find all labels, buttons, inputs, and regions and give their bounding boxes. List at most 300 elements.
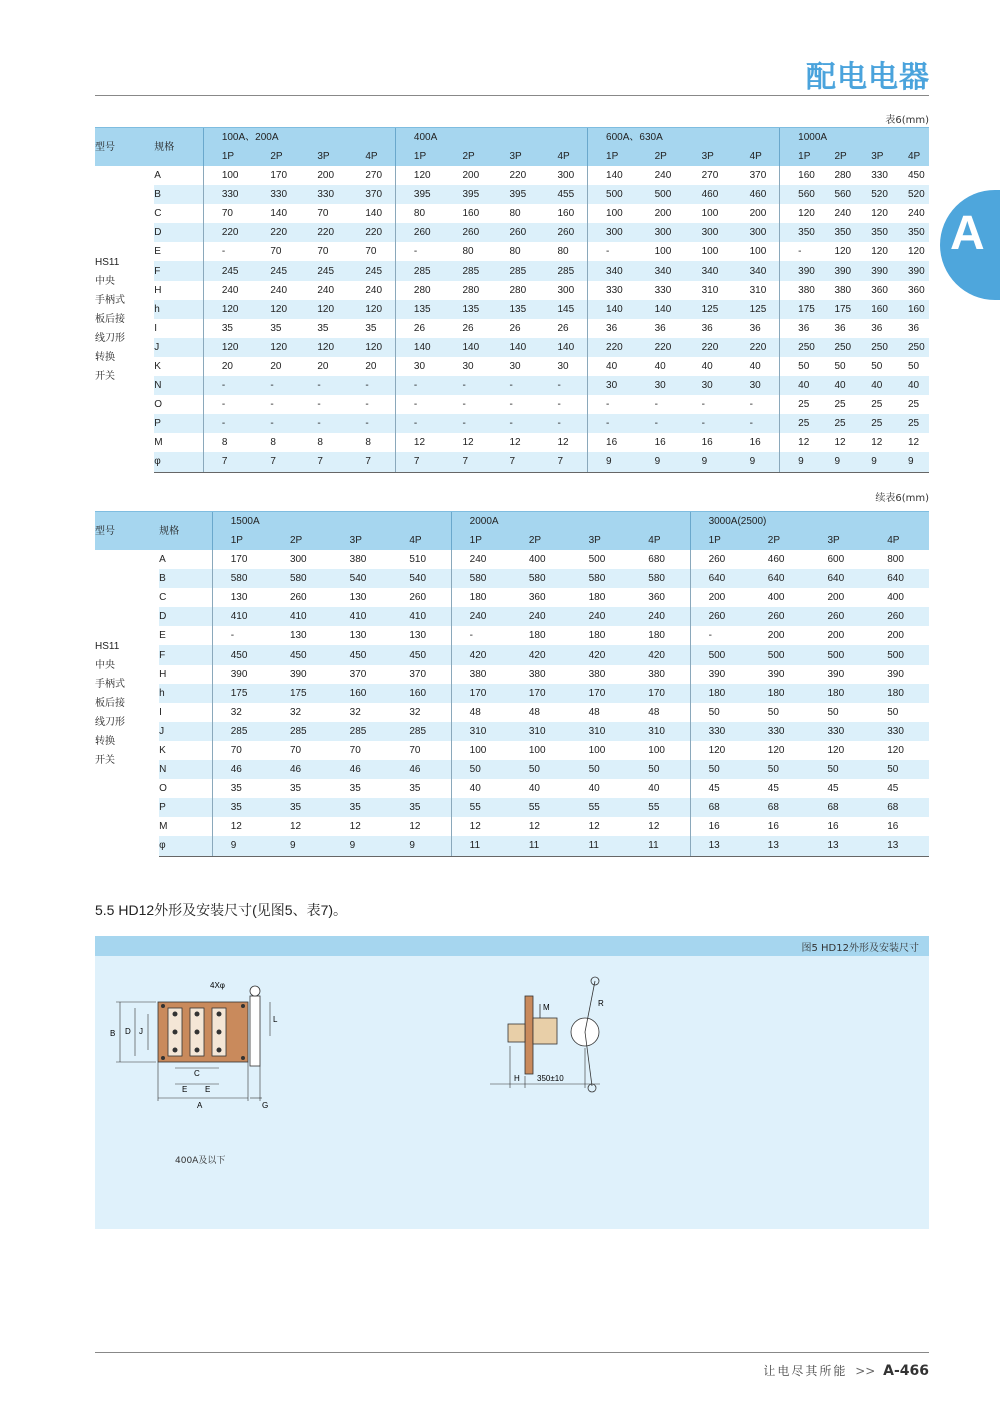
dimension-label: J — [154, 338, 203, 357]
dimension-value: 180 — [451, 588, 511, 607]
dimension-value: 340 — [684, 261, 732, 280]
footer-arrows: >> — [855, 1364, 876, 1378]
model-name-line: 转换 — [95, 735, 115, 747]
pole-header: 2P — [637, 147, 684, 166]
figure-caption: 图5 HD12外形及安装尺寸 — [801, 943, 919, 954]
dimension-value: 50 — [690, 703, 750, 722]
dimension-value: 120 — [252, 300, 299, 319]
col-group-header: 3000A(2500) — [690, 512, 929, 532]
dimension-value: 25 — [816, 414, 853, 433]
dimension-value: 70 — [349, 744, 361, 756]
dimension-value: 390 — [780, 261, 817, 280]
dimension-label: I — [154, 322, 158, 334]
dimension-value: 13 — [810, 836, 870, 856]
dimension-value: 100 — [701, 246, 719, 258]
dimension-value: 310 — [701, 284, 719, 296]
dimension-value: 70 — [317, 208, 329, 220]
dimension-value: 70 — [289, 744, 302, 756]
dimension-value: 260 — [395, 223, 444, 242]
dimension-value: 135 — [491, 300, 539, 319]
dimension-value: 350 — [853, 223, 890, 242]
pole-header: 4P — [539, 147, 587, 166]
dimension-value: 390 — [827, 668, 845, 680]
col-header-model: 型号 — [95, 128, 154, 167]
dimension-value: 140 — [444, 338, 491, 357]
dimension-value: 260 — [690, 607, 750, 626]
table-row — [95, 185, 929, 204]
dimension-value: 40 — [588, 783, 600, 795]
dimension-label: E — [159, 630, 166, 642]
dimension-label: N — [159, 760, 212, 779]
dimension-value: 50 — [908, 360, 920, 372]
dimension-value: 285 — [395, 261, 444, 280]
dimension-value: 20 — [317, 360, 329, 372]
dimension-value: 13 — [869, 836, 929, 856]
side-plate — [525, 996, 533, 1074]
dimension-value: 360 — [528, 592, 546, 604]
dimension-value: 8 — [203, 433, 252, 452]
table-row — [95, 319, 929, 338]
table-row — [95, 665, 929, 684]
dimension-value: 220 — [732, 338, 780, 357]
dimension-value: 12 — [528, 821, 540, 833]
dimension-value: 35 — [332, 798, 392, 817]
dimension-value: 160 — [332, 684, 392, 703]
dimension-value: 640 — [750, 569, 810, 588]
dimension-value: 410 — [391, 607, 451, 626]
pole-header: 2P — [750, 531, 810, 550]
dimension-value: 120 — [871, 208, 888, 220]
dimension-value: - — [395, 414, 444, 433]
dimension-value: 12 — [557, 437, 569, 449]
dimension-value: 40 — [816, 376, 853, 395]
dimension-value: 170 — [451, 684, 511, 703]
dimension-value: 360 — [871, 284, 888, 296]
dimension-value: 68 — [810, 798, 870, 817]
table-row — [95, 741, 929, 760]
dimension-value: 410 — [272, 607, 332, 626]
dimension-value: 45 — [690, 779, 750, 798]
dimension-value: 500 — [810, 645, 870, 664]
dimension-label: A — [154, 170, 161, 182]
dimension-value: 400 — [767, 592, 785, 604]
dimension-value: - — [252, 414, 299, 433]
dimension-label: h — [154, 300, 203, 319]
dimension-value: 500 — [637, 185, 684, 204]
handle-knob — [250, 986, 260, 996]
dimension-label: O — [154, 399, 163, 411]
dimension-value: 16 — [701, 437, 713, 449]
label-d: D — [125, 1027, 131, 1036]
dimension-value: 16 — [767, 821, 779, 833]
dimension-value: 250 — [816, 338, 853, 357]
model-name — [95, 550, 159, 856]
dimension-value: - — [299, 414, 347, 433]
dimension-value: 100 — [701, 208, 719, 220]
dimension-value: 370 — [749, 170, 767, 182]
table-row — [95, 300, 929, 319]
dimension-value: 580 — [571, 569, 631, 588]
dimension-value: 240 — [654, 170, 672, 182]
dimension-value: 395 — [395, 185, 444, 204]
dimension-value: 285 — [272, 722, 332, 741]
label-b: B — [110, 1029, 116, 1038]
pole-header: 3P — [332, 531, 392, 550]
dimension-value: 380 — [780, 281, 817, 300]
footer — [763, 1362, 929, 1379]
pole-header: 1P — [780, 147, 817, 166]
dimension-value: 35 — [212, 779, 272, 798]
section-side-tab — [940, 190, 1000, 300]
dimension-value: 26 — [395, 319, 444, 338]
dimension-value: 520 — [890, 185, 929, 204]
model-name-line: 手柄式 — [95, 678, 125, 690]
dimension-value: 48 — [588, 706, 600, 718]
dimension-value: 380 — [451, 665, 511, 684]
label-m: M — [543, 1003, 550, 1012]
pole-header: 1P — [203, 147, 252, 166]
label-c: C — [194, 1069, 200, 1078]
dimension-value: - — [557, 399, 561, 411]
dimension-value: - — [203, 376, 252, 395]
dimension-value: 11 — [451, 836, 511, 856]
dimension-label: F — [154, 261, 203, 280]
pole-header: 4P — [732, 147, 780, 166]
dimension-value: 420 — [630, 645, 690, 664]
dimension-value: - — [299, 376, 347, 395]
dimension-label: H — [154, 284, 162, 296]
table-row — [95, 798, 929, 817]
model-name-line: 手柄式 — [95, 294, 125, 306]
dimension-value: 25 — [890, 414, 929, 433]
table-row — [95, 703, 929, 722]
dimension-value: 420 — [511, 645, 571, 664]
table-row — [95, 338, 929, 357]
dimension-value: 270 — [701, 170, 719, 182]
model-name-line: 板后接 — [95, 697, 125, 709]
dimension-value: 70 — [212, 741, 272, 760]
table-row — [95, 223, 929, 242]
dimension-value: 260 — [810, 607, 870, 626]
dimension-value: 9 — [816, 452, 853, 472]
dimension-value: 12 — [588, 821, 600, 833]
dimension-value: 120 — [299, 338, 347, 357]
table-row — [95, 626, 929, 645]
dimension-value: - — [654, 399, 658, 411]
dimension-value: 35 — [365, 322, 377, 334]
dimension-value: 25 — [871, 399, 883, 411]
dimension-value: 140 — [588, 166, 637, 185]
dimension-value: 240 — [270, 284, 288, 296]
dimension-value: 280 — [509, 284, 527, 296]
dimension-value: 500 — [750, 645, 810, 664]
dimension-value: 8 — [317, 437, 323, 449]
dimension-value: 245 — [203, 261, 252, 280]
dimension-value: 285 — [332, 722, 392, 741]
dimension-value: 310 — [511, 722, 571, 741]
dimension-value: 280 — [395, 281, 444, 300]
pole-header: 4P — [890, 147, 929, 166]
table-row — [95, 395, 929, 414]
table-row — [95, 452, 929, 472]
col-header-spec: 规格 — [154, 128, 203, 167]
dimension-label: F — [159, 645, 212, 664]
dimension-value: 140 — [588, 300, 637, 319]
dimension-value: 370 — [409, 668, 427, 680]
pole-header: 4P — [869, 531, 929, 550]
dimension-value: 125 — [732, 300, 780, 319]
table-row — [95, 779, 929, 798]
dimension-value: 500 — [588, 554, 606, 566]
table-row — [95, 414, 929, 433]
pole-header: 4P — [391, 531, 451, 550]
dimension-label: C — [154, 208, 162, 220]
dimension-value: - — [451, 626, 511, 645]
dimension-value: 120 — [347, 338, 395, 357]
dimension-value: 300 — [684, 223, 732, 242]
dimension-value: 180 — [648, 630, 665, 642]
header-rule — [95, 95, 929, 96]
dimension-value: 36 — [654, 322, 666, 334]
dimension-value: 100 — [648, 744, 665, 756]
dimension-value: 12 — [780, 433, 817, 452]
pole-header: 3P — [571, 531, 631, 550]
dimension-label: E — [154, 246, 161, 258]
dimension-value: 135 — [444, 300, 491, 319]
dimension-value: 12 — [395, 433, 444, 452]
dimension-value: 25 — [780, 414, 817, 433]
dimension-value: 80 — [462, 246, 474, 258]
dimension-value: 9 — [732, 452, 780, 472]
dimension-value: 7 — [299, 452, 347, 472]
dimension-value: 300 — [557, 284, 575, 296]
dimension-value: 285 — [539, 261, 587, 280]
dimension-value: 240 — [365, 284, 383, 296]
dimension-value: 50 — [511, 760, 571, 779]
dimension-value: 45 — [767, 783, 779, 795]
dimension-value: 140 — [491, 338, 539, 357]
table-row — [95, 569, 929, 588]
dimension-value: 260 — [869, 607, 929, 626]
table1-caption: 表6(mm) — [885, 115, 929, 126]
table-row — [95, 817, 929, 836]
dimension-value: 250 — [853, 338, 890, 357]
dimension-value: 200 — [654, 208, 672, 220]
table-row — [95, 588, 929, 607]
dimension-value: 240 — [834, 208, 852, 220]
dimension-value: 380 — [588, 668, 606, 680]
dimension-value: 100 — [451, 741, 511, 760]
dimension-value: 36 — [871, 322, 883, 334]
dimension-value: 330 — [810, 722, 870, 741]
model-name-line: 开关 — [95, 370, 115, 382]
dimension-value: 420 — [571, 645, 631, 664]
dimension-label: J — [159, 722, 212, 741]
dimension-value: - — [252, 376, 299, 395]
pole-header: 1P — [395, 147, 444, 166]
table-row — [95, 261, 929, 280]
dimension-value: 200 — [690, 588, 750, 607]
dimension-value: 370 — [347, 185, 395, 204]
dimension-value: 36 — [908, 322, 920, 334]
dimension-value: 340 — [732, 261, 780, 280]
dimension-value: 330 — [203, 185, 252, 204]
table-row — [95, 645, 929, 664]
dimension-value: 40 — [648, 783, 660, 795]
dimension-value: 200 — [317, 170, 335, 182]
dimension-value: 250 — [780, 338, 817, 357]
dimension-value: - — [203, 414, 252, 433]
pole-header: 1P — [588, 147, 637, 166]
label-r: R — [598, 999, 604, 1008]
spec-table-1 — [95, 127, 929, 473]
hd12-front-drawing — [100, 976, 300, 1126]
dimension-value: 40 — [528, 783, 540, 795]
dimension-value: 7 — [252, 452, 299, 472]
dimension-value: 9 — [272, 836, 332, 856]
dimension-value: 30 — [684, 376, 732, 395]
dimension-value: 50 — [750, 760, 810, 779]
dimension-value: 330 — [750, 722, 810, 741]
dimension-value: 68 — [869, 798, 929, 817]
dimension-value: 170 — [511, 684, 571, 703]
dimension-value: 55 — [630, 798, 690, 817]
dimension-value: 46 — [272, 760, 332, 779]
figure-caption-bar — [95, 936, 929, 956]
dimension-value: 180 — [810, 684, 870, 703]
dimension-value: 9 — [853, 452, 890, 472]
dimension-value: - — [701, 399, 705, 411]
pole-header: 3P — [299, 147, 347, 166]
dimension-value: 16 — [749, 437, 761, 449]
table-row — [95, 684, 929, 703]
col-group-header: 600A、630A — [588, 128, 780, 148]
dimension-value: 45 — [887, 783, 899, 795]
pole-header: 2P — [511, 531, 571, 550]
dimension-label: P — [159, 798, 212, 817]
dimension-value: 9 — [391, 836, 451, 856]
dimension-value: 390 — [690, 665, 750, 684]
dimension-value: - — [491, 376, 539, 395]
dimension-value: 170 — [270, 170, 288, 182]
dimension-value: 390 — [890, 261, 929, 280]
dimension-value: 30 — [462, 360, 474, 372]
dimension-value: 12 — [451, 817, 511, 836]
dimension-value: 200 — [827, 592, 845, 604]
dimension-value: 220 — [509, 170, 527, 182]
dimension-value: 260 — [289, 592, 307, 604]
dimension-value: 36 — [588, 319, 637, 338]
dimension-value: - — [212, 626, 272, 645]
pole-header: 3P — [810, 531, 870, 550]
table-row — [95, 376, 929, 395]
dimension-value: 140 — [365, 208, 383, 220]
dimension-value: 120 — [908, 246, 925, 258]
dimension-value: 245 — [347, 261, 395, 280]
dimension-value: - — [732, 414, 780, 433]
dimension-value: 32 — [289, 706, 302, 718]
dimension-value: 26 — [462, 322, 474, 334]
table2-caption: 续表6(mm) — [875, 493, 929, 504]
dimension-value: 50 — [690, 760, 750, 779]
col-group-header: 1000A — [780, 128, 929, 148]
dimension-value: 330 — [690, 722, 750, 741]
dimension-value: 180 — [750, 684, 810, 703]
model-name-line: 中央 — [95, 659, 115, 671]
pole-header: 3P — [684, 147, 732, 166]
dimension-value: 46 — [332, 760, 392, 779]
dimension-value: 25 — [908, 399, 920, 411]
dimension-value: 580 — [511, 569, 571, 588]
dimension-value: 160 — [890, 300, 929, 319]
dimension-label: A — [159, 554, 166, 566]
dimension-value: 36 — [701, 322, 713, 334]
dimension-value: 145 — [539, 300, 587, 319]
table-row — [95, 836, 929, 856]
dimension-value: 140 — [270, 208, 288, 220]
dimension-value: 16 — [654, 437, 666, 449]
dimension-value: - — [347, 414, 395, 433]
dimension-value: 360 — [648, 592, 665, 604]
dimension-value: 11 — [630, 836, 690, 856]
model-name-line: 线刀形 — [95, 716, 125, 728]
dimension-value: 50 — [827, 706, 839, 718]
page-title: 配电电器 — [806, 60, 930, 95]
table-row — [95, 204, 929, 223]
dimension-value: 160 — [780, 166, 817, 185]
dimension-value: 380 — [528, 668, 546, 680]
dimension-label: M — [159, 821, 168, 833]
dimension-label: D — [154, 223, 203, 242]
dimension-value: 140 — [539, 338, 587, 357]
dimension-label: B — [154, 185, 203, 204]
model-name-line: 转换 — [95, 351, 115, 363]
dimension-label: B — [159, 569, 212, 588]
dimension-value: 40 — [749, 360, 761, 372]
dimension-value: 30 — [588, 376, 637, 395]
dimension-value: 30 — [637, 376, 684, 395]
model-name-line: 板后接 — [95, 313, 125, 325]
col-group-header: 100A、200A — [203, 128, 395, 148]
dimension-value: 250 — [890, 338, 929, 357]
table-row — [95, 760, 929, 779]
dimension-value: 100 — [654, 246, 672, 258]
dimension-value: 640 — [869, 569, 929, 588]
dimension-value: 120 — [252, 338, 299, 357]
dimension-value: 7 — [203, 452, 252, 472]
footer-rule — [95, 1352, 929, 1353]
dimension-value: 13 — [690, 836, 750, 856]
dimension-value: 30 — [395, 357, 444, 376]
dimension-value: 220 — [684, 338, 732, 357]
dimension-value: 330 — [871, 170, 888, 182]
dimension-value: 540 — [332, 569, 392, 588]
dimension-value: 130 — [289, 630, 307, 642]
dimension-value: 36 — [749, 322, 761, 334]
table-row — [95, 433, 929, 452]
dimension-value: 100 — [203, 166, 252, 185]
dimension-value: 380 — [834, 284, 852, 296]
dimension-value: 16 — [827, 821, 839, 833]
dimension-value: 160 — [853, 300, 890, 319]
dimension-value: 25 — [853, 414, 890, 433]
dimension-value: 200 — [749, 208, 767, 220]
dimension-value: 35 — [391, 798, 451, 817]
dimension-value: 48 — [648, 706, 660, 718]
dimension-value: 50 — [780, 357, 817, 376]
dimension-value: 350 — [816, 223, 853, 242]
dimension-value: 180 — [588, 630, 606, 642]
